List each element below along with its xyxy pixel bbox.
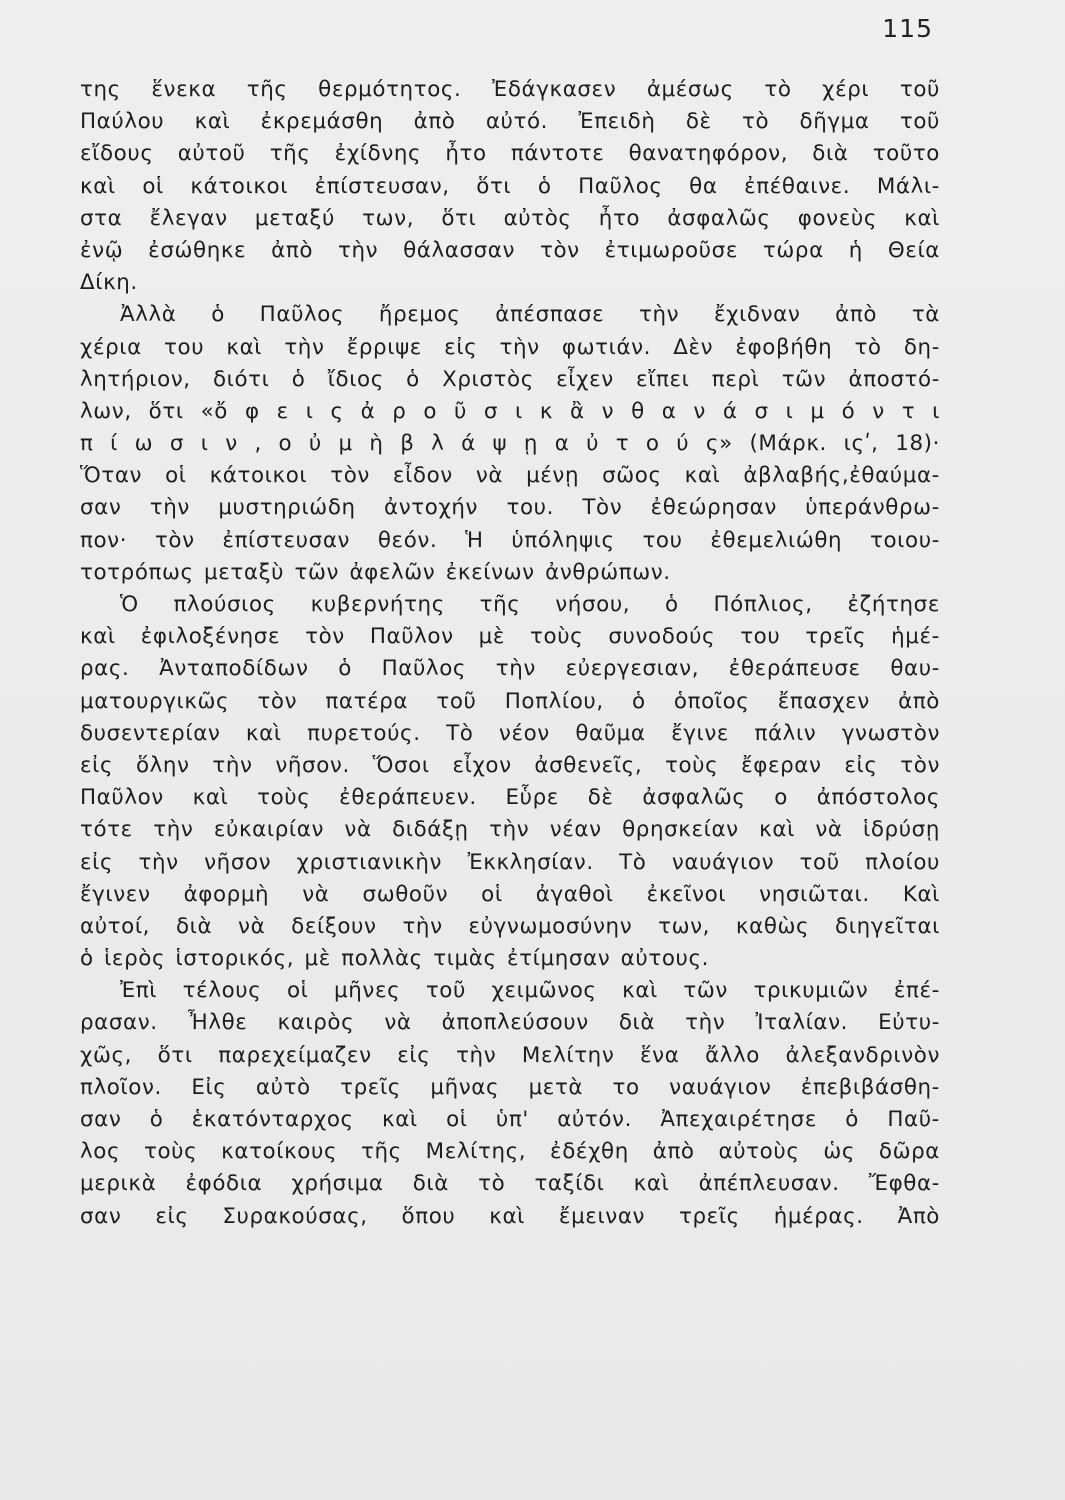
text-line: Ἐπὶ τέλους οἱ μῆνες τοῦ χειμῶνος καὶ τῶν τρικυμιῶν ἐπέ- [120,978,940,1004]
text-line: μερικὰ ἐφόδια χρήσιμα διὰ τὸ ταξίδι καὶ ἀπέπλευσαν. Ἔφθα- [80,1171,940,1197]
text-line: ὁ ἱερὸς ἱστορικός, μὲ πολλὰς τιμὰς ἐτίμησαν αὐτους. [80,946,710,972]
text-line: πον· τὸν ἐπίστευσαν θεόν. Ἡ ὑπόληψις του ἐθεμελιώθη τοιου- [80,527,940,553]
text-line: εἰς τὴν νῆσον χριστιανικὴν Ἐκκλησίαν. Τὸ ναυάγιον τοῦ πλοίου [80,849,940,875]
text-line: αὐτοί, διὰ νὰ δείξουν τὴν εὐγνωμοσύνην των, καθὼς διηγεῖται [80,913,940,939]
text-line: Παῦλον καὶ τοὺς ἐθεράπευεν. Εὗρε δὲ ἀσφαλῶς ο ἀπόστολος [80,785,940,811]
text-line: λος τοὺς κατοίκους τῆς Μελίτης, ἐδέχθη ἀπὸ αὐτοὺς ὡς δῶρα [80,1139,940,1165]
text-line: εἴδους αὐτοῦ τῆς ἐχίδνης ἦτο πάντοτε θανατηφόρον, διὰ τοῦτο [80,141,940,167]
text-line: καὶ οἱ κάτοικοι ἐπίστευσαν, ὅτι ὁ Παῦλος θα ἐπέθαινε. Μάλι- [80,173,940,199]
text-line: σαν ὁ ἑκατόνταρχος καὶ οἱ ὑπ' αὐτόν. Ἀπεχαιρέτησε ὁ Παῦ- [80,1107,940,1132]
page-number: 115 [882,14,933,43]
text-line: χέρια του καὶ τὴν ἔρριψε εἰς τὴν φωτιάν. Δὲν ἐφοβήθη τὸ δη- [80,334,940,360]
text-line: σαν εἰς Συρακούσας, ὅπου καὶ ἔμειναν τρεῖς ἡμέρας. Ἀπὸ [80,1203,940,1229]
text-line: πλοῖον. Εἰς αὐτὸ τρεῖς μῆνας μετὰ το ναυάγιον ἐπεβιβάσθη- [80,1074,940,1100]
text-line: σαν τὴν μυστηριώδη ἀντοχήν του. Τὸν ἐθεώρησαν ὑπεράνθρω- [80,495,940,521]
text-line: ἔγινεν ἀφορμὴ νὰ σωθοῦν οἱ ἀγαθοὶ ἐκεῖνοι νησιῶται. Καὶ [80,881,940,907]
text-line: ρασαν. Ἦλθε καιρὸς νὰ ἀποπλεύσουν διὰ τὴν Ἰταλίαν. Εὐτυ- [80,1010,940,1036]
body-text [80,74,940,1233]
text-line: ματουργικῶς τὸν πατέρα τοῦ Ποπλίου, ὁ ὁποῖος ἔπασχεν ἀπὸ [80,688,940,714]
text-line: ἐνῷ ἐσώθηκε ἀπὸ τὴν θάλασσαν τὸν ἐτιμωροῦσε τώρα ἡ Θεία [80,237,940,263]
text-line: χῶς, ὅτι παρεχείμαζεν εἰς τὴν Μελίτην ἕνα ἄλλο ἀλεξανδρινὸν [80,1042,940,1068]
text-line: ρας. Ἀνταποδίδων ὁ Παῦλος τὴν εὐεργεσιαν, ἐθεράπευσε θαυ- [80,656,940,682]
text-line: π ί ω σ ι ν , ο ὐ μ ὴ β λ ά ψ ῃ α ὐ τ ο ύ ς» (Μάρκ. ιςʹ, 18)· [80,431,940,457]
text-line: της ἕνεκα τῆς θερμότητος. Ἐδάγκασεν ἀμέσως τὸ χέρι τοῦ [80,77,940,102]
text-line: εἰς ὅλην τὴν νῆσον. Ὅσοι εἶχον ἀσθενεῖς, τοὺς ἔφεραν εἰς τὸν [80,752,940,778]
text-line: τότε τὴν εὐκαιρίαν νὰ διδάξῃ τὴν νέαν θρησκείαν καὶ νὰ ἱδρύσῃ [80,817,940,843]
text-line: λων, ὅτι «ὄ φ ε ι ς ἀ ρ ο ῦ σ ι κ ἂ ν θ α ν ά σ ι μ ό ν τ ι [80,398,940,424]
text-line: τοτρόπως μεταξὺ τῶν ἀφελῶν ἐκείνων ἀνθρώπων. [80,559,671,585]
text-line: καὶ ἐφιλοξένησε τὸν Παῦλον μὲ τοὺς συνοδούς του τρεῖς ἡμέ- [80,624,940,650]
text-line: λητήριον, διότι ὁ ἴδιος ὁ Χριστὸς εἶχεν εἴπει περὶ τῶν ἀποστό- [80,366,940,392]
text-line: Δίκη. [80,270,138,296]
text-line: Ὁ πλούσιος κυβερνήτης τῆς νήσου, ὁ Πόπλιος, ἐζήτησε [120,592,940,617]
text-line: στα ἔλεγαν μεταξύ των, ὅτι αὐτὸς ἦτο ἀσφαλῶς φονεὺς καὶ [80,205,940,231]
text-line: Παύλου καὶ ἐκρεμάσθη ἀπὸ αὐτό. Ἐπειδὴ δὲ τὸ δῆγμα τοῦ [80,109,940,135]
text-line: Ἀλλὰ ὁ Παῦλος ἤρεμος ἀπέσπασε τὴν ἔχιδναν ἀπὸ τὰ [120,302,940,328]
text-line: δυσεντερίαν καὶ πυρετούς. Τὸ νέον θαῦμα ἔγινε πάλιν γνωστὸν [80,720,940,746]
text-line: Ὅταν οἱ κάτοικοι τὸν εἶδον νὰ μένῃ σῶος καὶ ἀβλαβής,ἐθαύμα- [80,463,940,489]
